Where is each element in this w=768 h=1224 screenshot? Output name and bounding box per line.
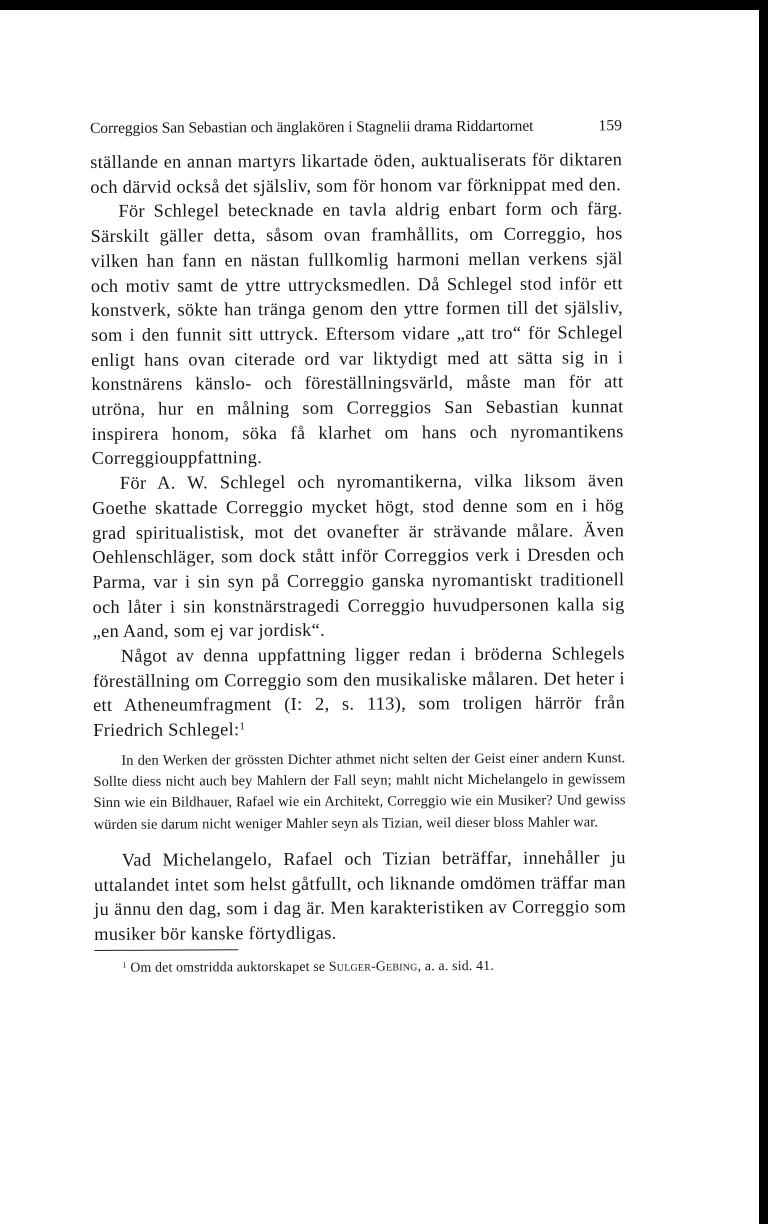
footnote-number: 1 — [122, 960, 127, 970]
footnote — [94, 956, 626, 977]
scan-border-top — [0, 0, 768, 10]
paragraph-schlegel-painting: För Schlegel betecknade en tavla aldrig enbart form och färg. Särskilt gäller detta, såsom ovan framhållits, om Correggio, hos vilken han fann en nästan fullkomlig harmoni mellan verkens själ och motiv samt de yttre uttrycksmedlen. Då Schlegel stod inför ett konstverk, sökte han tränga genom den yttre formen till det själsliv, som i den funnit sitt uttryck. Eftersom vidare „att tro“ för Schlegel enligt hans ovan citerade ord var liktydigt med att sätta sig in i konstnärens känslo- och föreställningsvärld, måste man för att utröna, hur en målning som Correggios San Sebastian kunnat inspirera honom, söka få klarhet om hans och nyromantikens Correggiouppfattning. — [90, 198, 624, 469]
running-head — [90, 117, 622, 138]
footnote-reference: 1 — [239, 721, 246, 733]
page-number: 159 — [598, 117, 623, 135]
german-quotation: In den Werken der grössten Dichter athmet nicht selten der Geist einer andern Kunst. Sollte diess nicht auch bey Mahlern der Fall seyn; mahlt nicht Michelangelo in gewissem Sinn wie ein Bildhauer, Rafael wie ein Architekt, Correggio wie ein Musiker? Und gewiss würden sie darum nicht weniger Mahler seyn als Tizian, weil dieser bloss Mahler war. — [93, 750, 626, 833]
footnote-author: Sulger-Gebing — [328, 958, 418, 974]
paragraph-musical-painter — [93, 641, 626, 743]
footnote-divider — [94, 949, 238, 951]
paragraph-musical-painter-text: Något av denna uppfattning ligger redan i bröderna Schlegels föreställning om Correggio som den musikaliske målaren. Det heter i ett Atheneumfragment (I: 2, s. 113), som troligen härrör från Friedrich Schlegel: — [92, 643, 626, 741]
paragraph-michelangelo: Vad Michelangelo, Rafael och Tizian beträffar, innehåller ju uttalandet intet som helst gåtfullt, och liknande omdömen träffar man ju ännu den dag, som i dag är. Men karakteristiken av Correggio som musiker bör kanske förtydligas. — [93, 847, 627, 945]
footnote-text: Om det omstridda auktorskapet se — [130, 958, 326, 975]
paragraph-nyromantikerna: För A. W. Schlegel och nyromantikerna, vilka liksom även Goethe skattade Correggio mycket högt, stod denne som en i hög grad spiritualistisk, mot det ovanefter är strävande målare. Även Oehlenschläger, som dock stått inför Correggios verk i Dresden och Parma, var i sin syn på Correggio ganska nyromantiskt traditionell och låter i sin konstnärstragedi Correggio huvudpersonen kalla sig „en Aand, som ej var jordisk“. — [91, 470, 625, 642]
running-head-title: Correggios San Sebastian och änglakören i Stagnelii drama Riddartornet — [90, 117, 534, 137]
paragraph-continuation: ställande en annan martyrs likartade öden, auktualiserats för diktaren och därvid också det själsliv, som för honom var förknippat med den. — [90, 149, 623, 197]
footnote-citation: , a. a. sid. 41. — [417, 957, 495, 974]
scan-border-right — [759, 0, 768, 1224]
book-page — [90, 117, 626, 977]
